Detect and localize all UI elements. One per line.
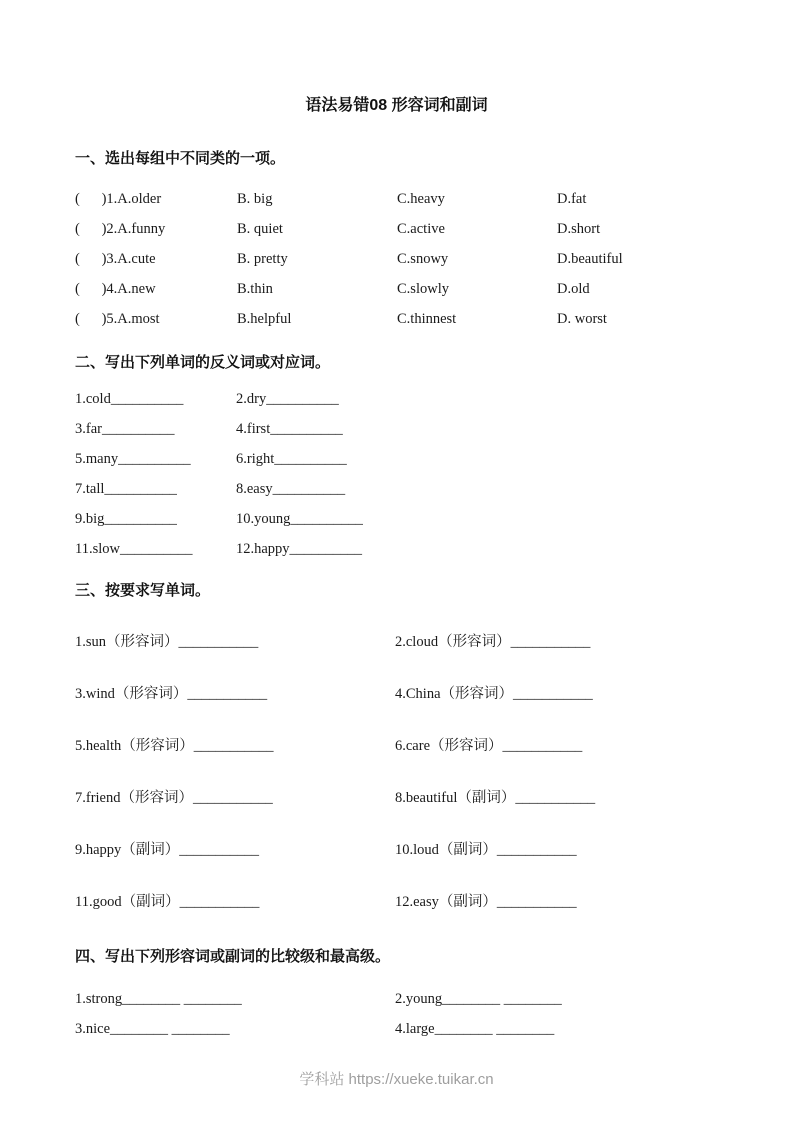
mc-question: ( )4.A.new — [75, 281, 156, 297]
word-form-item: 11.good（副词）___________ — [75, 894, 260, 910]
comparative-item: 4.large________ ________ — [395, 1021, 555, 1037]
mc-option-c: C.snowy — [397, 251, 449, 267]
comparative-item: 2.young________ ________ — [395, 991, 562, 1007]
mc-option-c: C.active — [397, 221, 445, 237]
section-one-table — [75, 184, 745, 334]
mc-option-d: D.old — [557, 281, 590, 297]
antonym-item: 1.cold__________ — [75, 391, 184, 407]
word-form-item: 12.easy（副词）___________ — [395, 894, 577, 910]
mc-question: ( )2.A.funny — [75, 221, 166, 237]
word-form-item: 5.health（形容词）___________ — [75, 738, 274, 754]
section-two-heading: 二、写出下列单词的反义词或对应词。 — [75, 354, 331, 371]
antonym-item: 2.dry__________ — [236, 391, 339, 407]
mc-option-d: D.short — [557, 221, 601, 237]
antonym-item: 7.tall__________ — [75, 481, 177, 497]
mc-option-c: C.thinnest — [397, 311, 457, 327]
word-form-item: 7.friend（形容词）___________ — [75, 790, 273, 806]
mc-question: ( )3.A.cute — [75, 251, 156, 267]
mc-option-c: C.slowly — [397, 281, 449, 297]
mc-option-b: B. pretty — [237, 251, 288, 267]
word-form-item: 10.loud（副词）___________ — [395, 842, 577, 858]
word-form-item: 6.care（形容词）___________ — [395, 738, 583, 754]
mc-option-b: B. quiet — [237, 221, 283, 237]
mc-row — [75, 304, 745, 334]
mc-question: ( )5.A.most — [75, 311, 160, 327]
antonym-item: 8.easy__________ — [236, 481, 346, 497]
antonym-item: 3.far__________ — [75, 421, 175, 437]
footer-watermark: 学科站 https://xueke.tuikar.cn — [299, 1071, 494, 1088]
section-two-list — [75, 384, 745, 564]
mc-question: ( )1.A.older — [75, 191, 162, 207]
mc-option-b: B.helpful — [237, 311, 292, 327]
mc-option-d: D.fat — [557, 191, 587, 207]
comparative-item: 3.nice________ ________ — [75, 1021, 230, 1037]
antonym-item: 4.first__________ — [236, 421, 343, 437]
antonym-item: 10.young__________ — [236, 511, 363, 527]
word-form-item: 1.sun（形容词）___________ — [75, 634, 259, 650]
section-three-heading: 三、按要求写单词。 — [75, 582, 211, 599]
section-four-list — [75, 984, 745, 1044]
antonym-item: 6.right__________ — [236, 451, 347, 467]
word-form-item: 8.beautiful（副词）___________ — [395, 790, 596, 806]
comparative-item: 1.strong________ ________ — [75, 991, 242, 1007]
antonym-item: 5.many__________ — [75, 451, 191, 467]
mc-row — [75, 184, 745, 214]
mc-option-b: B. big — [237, 191, 273, 207]
section-one-heading: 一、选出每组中不同类的一项。 — [75, 150, 286, 167]
mc-option-b: B.thin — [237, 281, 273, 297]
mc-option-c: C.heavy — [397, 191, 445, 207]
word-form-item: 9.happy（副词）___________ — [75, 842, 260, 858]
mc-option-d: D.beautiful — [557, 251, 623, 267]
mc-row — [75, 214, 745, 244]
antonym-item: 12.happy__________ — [236, 541, 363, 557]
section-four-heading: 四、写出下列形容词或副词的比较级和最高级。 — [75, 948, 391, 965]
word-form-item: 2.cloud（形容词）___________ — [395, 634, 591, 650]
section-three-list — [75, 616, 745, 928]
word-form-item: 3.wind（形容词）___________ — [75, 686, 268, 702]
antonym-item: 9.big__________ — [75, 511, 177, 527]
mc-row — [75, 274, 745, 304]
mc-row — [75, 244, 745, 274]
word-form-item: 4.China（形容词）___________ — [395, 686, 593, 702]
mc-option-d: D. worst — [557, 311, 607, 327]
antonym-item: 11.slow__________ — [75, 541, 193, 557]
page-title: 语法易错08 形容词和副词 — [305, 97, 488, 114]
